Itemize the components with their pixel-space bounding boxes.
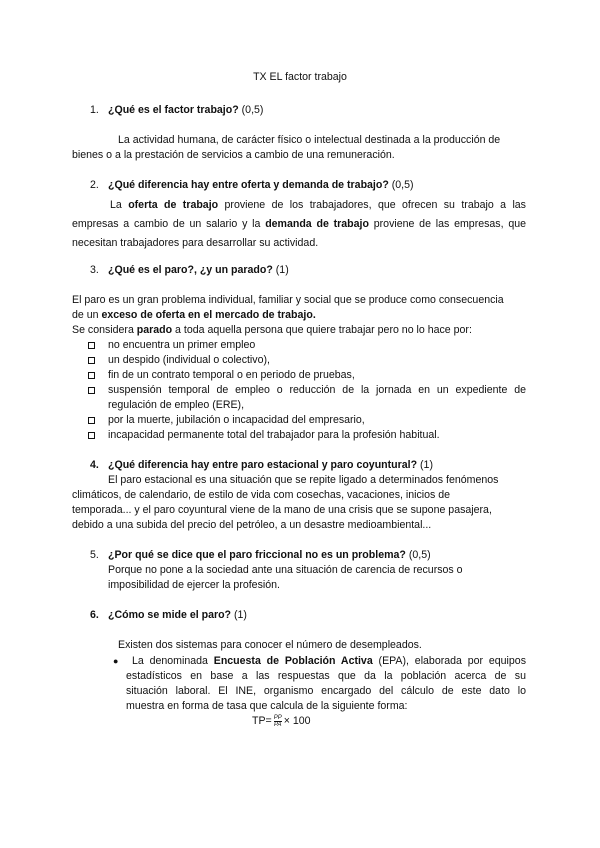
list-item-continuation: regulación de empleo (ERE), [108, 399, 245, 411]
q4-answer-line3: temporada... y el paro coyuntural viene de la mano de una crisis que se supone pasajera, [72, 504, 492, 516]
q3-number: 3. [90, 264, 99, 276]
checkbox-icon [88, 417, 95, 424]
q4-points: (1) [420, 459, 433, 471]
q5-number: 5. [90, 549, 99, 561]
q5-heading [108, 548, 431, 562]
q6-bullet-line4: muestra en forma de tasa que calcula de la siguiente forma: [126, 700, 408, 712]
q6-bullet-line3: situación laboral. El INE, organismo encargado del cálculo de este dato lo [126, 685, 526, 697]
formula-rhs: × 100 [283, 715, 311, 727]
list-item: por la muerte, jubilación o incapacidad del empresario, [108, 414, 365, 426]
q4-number: 4. [90, 459, 99, 471]
q3-question: ¿Qué es el paro?, ¿y un parado? [108, 264, 273, 276]
q5-answer-line2: imposibilidad de ejercer la profesión. [108, 579, 280, 591]
q1-points: (0,5) [241, 104, 264, 116]
checkbox-icon [88, 357, 95, 364]
q5-question: ¿Por qué se dice que el paro friccional no es un problema? [108, 549, 406, 561]
list-item: suspensión temporal de empleo o reducción de la jornada en un expediente de [108, 384, 526, 396]
q6-bullet-line1: La denominada Encuesta de Población Activa (EPA), elaborada por equipos [132, 655, 526, 667]
q3-paragraph-line2: de un exceso de oferta en el mercado de trabajo. [72, 309, 316, 321]
q6-number: 6. [90, 609, 99, 621]
q4-answer-line1: El paro estacional es una situación que se repite ligado a determinados fenómenos [108, 474, 499, 486]
formula-lhs: TP= [252, 715, 272, 727]
q2-answer-line1: La oferta de trabajo proviene de los trabajadores, que ofrecen su trabajo a las [110, 199, 526, 211]
checkbox-icon [88, 342, 95, 349]
q4-question: ¿Qué diferencia hay entre paro estacional y paro coyuntural? [108, 459, 418, 471]
q2-heading [108, 178, 414, 192]
bullet-icon: ● [113, 656, 119, 666]
q2-answer-line3: necesitan trabajadores para desarrollar su actividad. [72, 237, 319, 249]
q6-heading [108, 608, 247, 622]
q4-answer-line2: climáticos, de calendario, de estilo de vida com cosechas, vacaciones, inicios de [72, 489, 451, 501]
q6-intro: Existen dos sistemas para conocer el número de desempleados. [118, 639, 422, 651]
q1-number: 1. [90, 104, 99, 116]
q1-answer-line1: La actividad humana, de carácter físico o intelectual destinada a la producción de [118, 134, 501, 146]
q6-question: ¿Cómo se mide el paro? [108, 609, 232, 621]
formula-denominator: PA [273, 721, 282, 728]
formula [252, 714, 311, 728]
q3-parado-definition: Se considera parado a toda aquella persona que quiere trabajar pero no lo hace por: [72, 324, 472, 336]
list-item: fin de un contrato temporal o en periodo de pruebas, [108, 369, 355, 381]
q2-points: (0,5) [391, 179, 414, 191]
q4-answer-line4: debido a una subida del precio del petróleo, a un desastre medioambiental... [72, 519, 432, 531]
q6-points: (1) [233, 609, 247, 621]
q3-heading [108, 263, 289, 277]
checkbox-icon [88, 432, 95, 439]
q1-answer-line2: bienes o a la prestación de servicios a cambio de una remuneración. [72, 149, 395, 161]
checkbox-icon [88, 372, 95, 379]
q3-points: (1) [275, 264, 289, 276]
q1-heading [108, 103, 263, 117]
list-item: no encuentra un primer empleo [108, 339, 256, 351]
formula-numerator: PP [273, 714, 282, 721]
q2-question: ¿Qué diferencia hay entre oferta y demanda de trabajo? [108, 179, 389, 191]
page-title: TX EL factor trabajo [253, 71, 347, 83]
list-item: un despido (individual o colectivo), [108, 354, 270, 366]
q2-number: 2. [90, 179, 99, 191]
q4-heading [108, 458, 433, 472]
q1-question: ¿Qué es el factor trabajo? [108, 104, 239, 116]
q5-answer-line1: Porque no pone a la sociedad ante una situación de carencia de recursos o [108, 564, 463, 576]
q5-points: (0,5) [408, 549, 431, 561]
checkbox-icon [88, 387, 95, 394]
q3-paragraph-line1: El paro es un gran problema individual, familiar y social que se produce como consecuencia [72, 294, 504, 306]
q6-bullet-line2: estadísticos en base a las respuestas que da la población acerca de su [126, 670, 526, 682]
q2-answer-line2: empresas a cambio de un salario y la demanda de trabajo proviene de las empresas, que [72, 218, 527, 230]
formula-fraction [274, 715, 282, 728]
list-item: incapacidad permanente total del trabajador para la profesión habitual. [108, 429, 440, 441]
